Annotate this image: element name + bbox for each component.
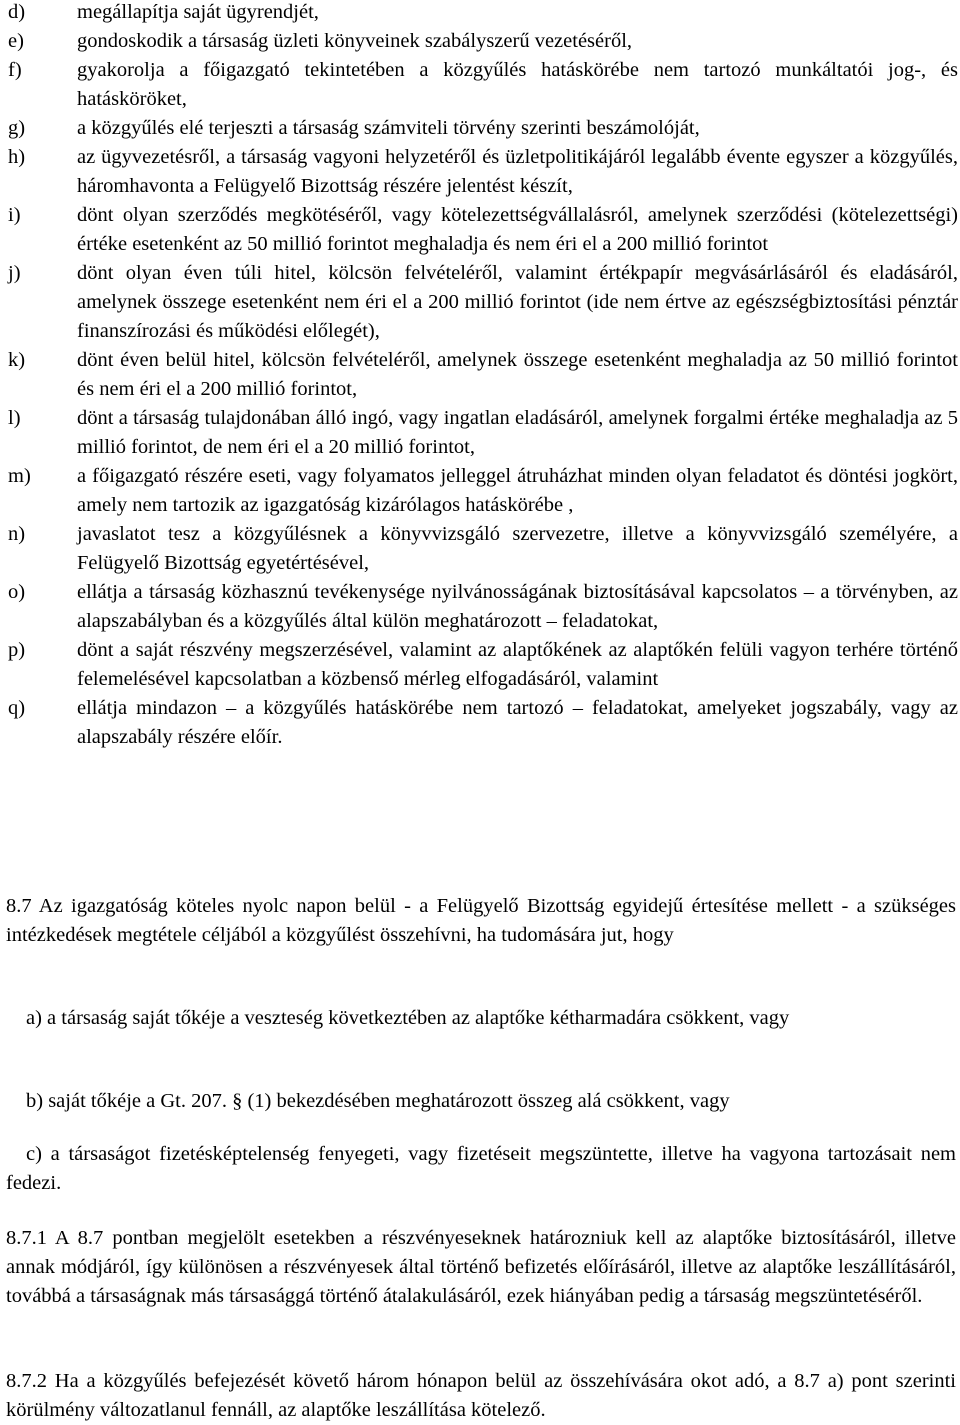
list-item-text: dönt éven belül hitel, kölcsön felvételéről, amelynek összege esetenként meghaladja az 50 millió forintot és nem éri el a 200 millió forintot,: [77, 349, 958, 400]
list-item-text: a közgyűlés elé terjeszti a társaság számviteli törvény szerinti beszámolóját,: [77, 117, 700, 139]
list-item-text: ellátja a társaság közhasznú tevékenysége nyilvánosságának biztosításával kapcsolatos – a törvényben, az alapszabályban és a közgyűlés által külön meghatározott – feladatokat,: [77, 581, 958, 632]
list-item-marker: d): [8, 1, 26, 23]
list-item: [0, 636, 960, 694]
list-item-text: dönt olyan szerződés megkötéséről, vagy kötelezettségvállalásról, amelynek szerződési (kötelezettségi) értéke esetenként az 50 millió forintot meghaladja és nem éri el a 200 millió forintot: [77, 204, 958, 255]
list-item: [0, 404, 960, 462]
list-item-text: az ügyvezetésről, a társaság vagyoni helyzetéről és üzletpolitikájáról legalább évente egyszer a közgyűlés, háromhavonta a Felügyelő Bizottság részére jelentést készít,: [77, 146, 958, 197]
list-item: [0, 520, 960, 578]
list-item-marker: p): [8, 639, 26, 661]
list-item-marker: i): [8, 204, 21, 226]
list-item: [0, 346, 960, 404]
list-item: [0, 201, 960, 259]
list-item-text: dönt olyan éven túli hitel, kölcsön felvételéről, valamint értékpapír megvásárlásáról és eladásáról, amelynek összege esetenként nem éri el a 200 millió forintot (ide nem értve az egészségbiztosítási pénztár finanszírozási és működési előlegét),: [77, 262, 958, 342]
list-item-marker: n): [8, 523, 26, 545]
section-8-7-case-b: b) saját tőkéje a Gt. 207. § (1) bekezdésében meghatározott összeg alá csökkent, vagy: [26, 1090, 730, 1112]
section-8-7-2-paragraph: 8.7.2 Ha a közgyűlés befejezését követő három hónapon belül az összehívására okot adó, a 8.7 a) pont szerinti körülmény változatlanul fennáll, az alaptőke leszállítása kötelező.: [6, 1370, 956, 1421]
list-item-marker: k): [8, 349, 26, 371]
list-item: [0, 114, 960, 143]
list-item-marker: e): [8, 30, 24, 52]
list-item-text: dönt a társaság tulajdonában álló ingó, vagy ingatlan eladásáról, amelynek forgalmi értéke meghaladja az 5 millió forintot, de nem éri el a 20 millió forintot,: [77, 407, 958, 458]
list-item-marker: l): [8, 407, 21, 429]
list-item-marker: g): [8, 117, 26, 139]
section-8-7-case-c: c) a társaságot fizetésképtelenség fenyegeti, vagy fizetéseit megszüntette, illetve ha vagyona tartozásait nem fedezi.: [6, 1143, 956, 1194]
list-item-text: dönt a saját részvény megszerzésével, valamint az alaptőkének az alaptőkén felüli vagyon terhére történő felemelésével kapcsolatban a közbenső mérleg elfogadásáról, valamint: [77, 639, 958, 690]
list-item: [0, 694, 960, 752]
list-item-marker: o): [8, 581, 26, 603]
list-item-text: a főigazgató részére eseti, vagy folyamatos jelleggel átruházhat minden olyan feladatot és döntési jogkört, amely nem tartozik az igazgatóság kizárólagos hatáskörébe ,: [77, 465, 958, 516]
list-item-text: gondoskodik a társaság üzleti könyveinek szabályszerű vezetéséről,: [77, 30, 633, 52]
list-item: [0, 462, 960, 520]
list-item-marker: f): [8, 59, 22, 81]
list-item: [0, 578, 960, 636]
list-item-text: megállapítja saját ügyrendjét,: [77, 1, 319, 23]
list-item: [0, 259, 960, 346]
list-item: [0, 143, 960, 201]
list-item-marker: j): [8, 262, 21, 284]
list-item-marker: q): [8, 697, 26, 719]
list-item-text: gyakorolja a főigazgató tekintetében a közgyűlés hatáskörébe nem tartozó munkáltatói jog-, és hatásköröket,: [77, 59, 958, 110]
list-item-marker: m): [8, 465, 31, 487]
list-item: [0, 27, 960, 56]
list-item: [0, 0, 960, 27]
list-item-marker: h): [8, 146, 26, 168]
list-item-text: javaslatot tesz a közgyűlésnek a könyvvizsgáló szervezetre, illetve a könyvvizsgáló személyére, a Felügyelő Bizottság egyetértésével,: [77, 523, 958, 574]
section-8-7-1-paragraph: 8.7.1 A 8.7 pontban megjelölt esetekben a részvényeseknek határozniuk kell az alaptőke biztosításáról, illetve annak módjáról, így különösen a részvényesek által történő befizetés előírásáról, illetve az alaptőke leszállításáról, továbbá a társaságnak más társasággá történő átalakulásáról, ezek hiányában pedig a társaság megszüntetéséről.: [6, 1227, 956, 1307]
list-item: [0, 56, 960, 114]
list-item-text: ellátja mindazon – a közgyűlés hatáskörébe nem tartozó – feladatokat, amelyeket jogszabály, vagy az alapszabály részére előír.: [77, 697, 958, 748]
section-8-7-case-a: a) a társaság saját tőkéje a veszteség következtében az alaptőke kétharmadára csökkent, vagy: [26, 1007, 790, 1029]
section-8-7-paragraph: 8.7 Az igazgatóság köteles nyolc napon belül - a Felügyelő Bizottság egyidejű értesítése mellett - a szükséges intézkedések megtétele céljából a közgyűlést összehívni, ha tudomására jut, hogy: [6, 895, 956, 946]
